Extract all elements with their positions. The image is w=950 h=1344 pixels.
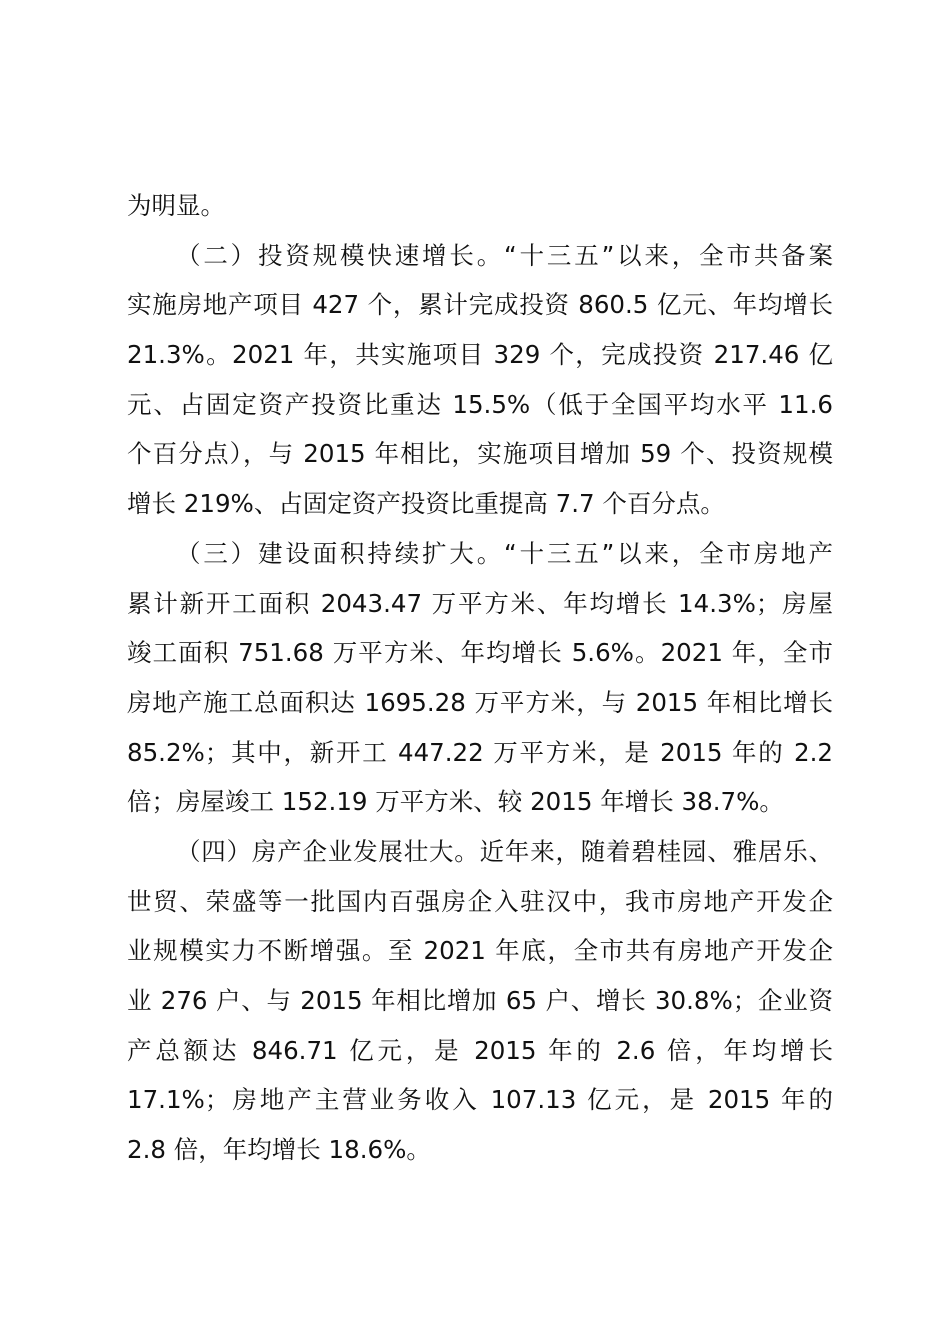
text-line: 倍；房屋竣工 152.19 万平方米、较 2015 年增长 38.7%。 [127,787,784,817]
text-line: 业 276 户、与 2015 年相比增加 65 户、增长 30.8%；企业资 [127,986,833,1015]
text-line: 85.2%；其中，新开工 447.22 万平方米，是 2015 年的 2.2 [127,737,833,767]
text-line: 房地产施工总面积达 1695.28 万平方米，与 2015 年相比增长 [127,687,833,717]
text-line: 21.3%。2021 年，共实施项目 329 个，完成投资 217.46 亿 [127,340,833,370]
text-line: 个百分点），与 2015 年相比，实施项目增加 59 个、投资规模 [127,439,833,469]
text-line: （二）投资规模快速增长。“十三五”以来，全市共备案 [176,240,833,270]
text-line: 世贸、荣盛等一批国内百强房企入驻汉中，我市房地产开发企 [127,886,833,916]
text-line: 累计新开工面积 2043.47 万平方米、年均增长 14.3%；房屋 [127,588,833,618]
text-line: 为明显。 [127,191,225,220]
text-line: （四）房产企业发展壮大。近年来，随着碧桂园、雅居乐、 [176,836,833,866]
text-line: 元、占固定资产投资比重达 15.5%（低于全国平均水平 11.6 [127,389,833,419]
text-line: 增长 219%、占固定资产投资比重提高 7.7 个百分点。 [127,489,725,519]
text-line: 业规模实力不断增强。至 2021 年底，全市共有房地产开发企 [127,936,833,966]
text-line: 产总额达 846.71 亿元，是 2015 年的 2.6 倍，年均增长 [127,1035,833,1065]
text-line: 竣工面积 751.68 万平方米、年均增长 5.6%。2021 年，全市 [127,638,833,668]
text-line: 17.1%；房地产主营业务收入 107.13 亿元，是 2015 年的 [127,1085,833,1115]
body-text [127,181,833,1175]
text-line: 2.8 倍，年均增长 18.6%。 [127,1135,431,1165]
text-line: 实施房地产项目 427 个，累计完成投资 860.5 亿元、年均增长 [127,290,833,320]
text-line: （三）建设面积持续扩大。“十三五”以来，全市房地产 [176,538,833,568]
